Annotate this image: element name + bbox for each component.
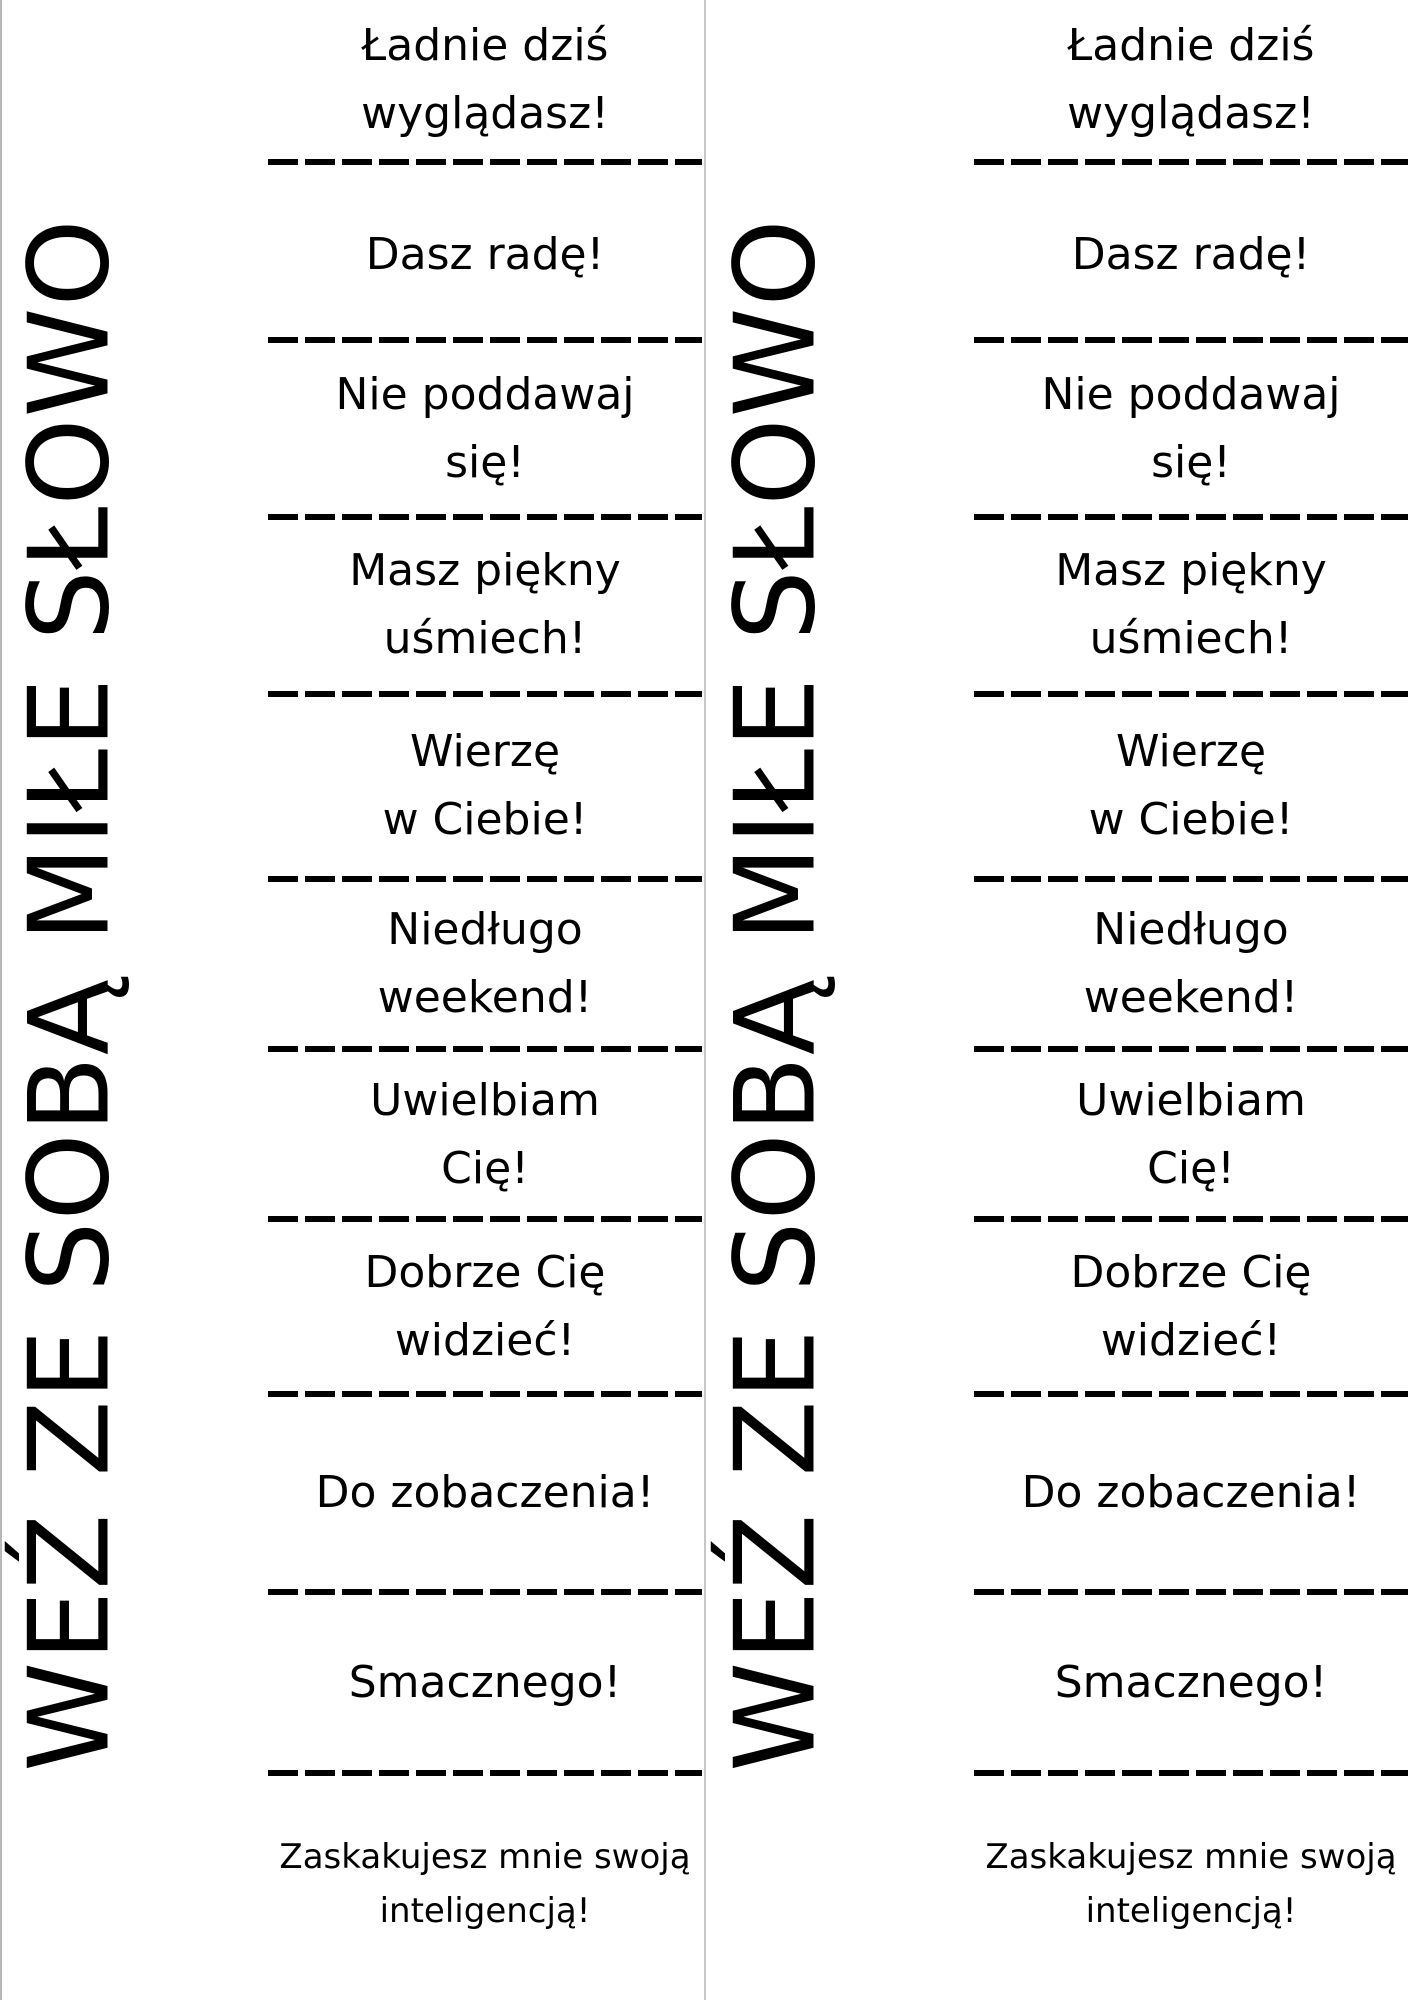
note-text: Smacznego! (348, 1656, 622, 1708)
note-card (974, 1596, 1408, 1769)
note-card (974, 1053, 1408, 1216)
note-card (268, 172, 702, 337)
bookmark-title: WEŹ ZE SOBĄ MIŁE SŁOWO (711, 218, 841, 1772)
note-text: Dobrze Cię widzieć! (1070, 1246, 1312, 1366)
cut-line (974, 1046, 1408, 1052)
note-text: Dobrze Cię widzieć! (364, 1246, 606, 1366)
cut-line (974, 337, 1408, 343)
note-text: Nie poddawaj się! (335, 369, 635, 488)
note-card (974, 1778, 1408, 1990)
note-text: Do zobaczenia! (1021, 1467, 1361, 1518)
note-card (268, 1398, 702, 1588)
note-text: Wierzę w Ciebie! (1088, 726, 1294, 845)
note-text: Nie poddawaj się! (1041, 369, 1341, 488)
note-card (268, 1053, 702, 1216)
cut-line (974, 514, 1408, 520)
bookmark-title: WEŹ ZE SOBĄ MIŁE SŁOWO (5, 218, 135, 1772)
cut-line (268, 337, 702, 343)
note-card (268, 1596, 702, 1769)
note-text: Zaskakujesz mnie swoją inteligencją! (279, 1837, 691, 1931)
cut-line (974, 1391, 1408, 1397)
cut-line (268, 1046, 702, 1052)
note-card (974, 520, 1408, 690)
note-text: Zaskakujesz mnie swoją inteligencją! (985, 1837, 1397, 1931)
note-text: Masz piękny uśmiech! (349, 545, 621, 664)
note-text: Ładnie dziś wyglądasz! (361, 20, 609, 139)
note-card (974, 1223, 1408, 1390)
note-card (974, 0, 1408, 160)
note-list (268, 0, 702, 2000)
note-text: Uwielbiam Cię! (1076, 1074, 1306, 1194)
note-text: Masz piękny uśmiech! (1055, 545, 1327, 664)
note-text: Dasz radę! (365, 228, 605, 280)
note-card (268, 345, 702, 513)
note-text: Niedługo weekend! (377, 903, 593, 1023)
cut-line (974, 1770, 1408, 1776)
note-text: Dasz radę! (1071, 228, 1311, 280)
note-card (268, 520, 702, 690)
note-card (974, 1398, 1408, 1588)
note-card (268, 882, 702, 1045)
note-text: Ładnie dziś wyglądasz! (1067, 20, 1315, 139)
cut-line (974, 159, 1408, 165)
cut-line (268, 1589, 702, 1595)
cut-line (268, 691, 702, 697)
cut-line (974, 876, 1408, 882)
cut-line (268, 876, 702, 882)
bookmark-strip-right (706, 0, 1412, 2000)
note-card (268, 1778, 702, 1990)
cut-line (268, 1391, 702, 1397)
cut-line (974, 1216, 1408, 1222)
cut-line (974, 1589, 1408, 1595)
cut-line (268, 1770, 702, 1776)
note-text: Smacznego! (1054, 1656, 1328, 1708)
note-text: Niedługo weekend! (1083, 903, 1299, 1023)
note-card (974, 882, 1408, 1045)
note-list (974, 0, 1408, 2000)
cut-line (268, 514, 702, 520)
note-card (268, 697, 702, 875)
note-text: Uwielbiam Cię! (370, 1074, 600, 1194)
cut-line (974, 691, 1408, 697)
note-card (974, 697, 1408, 875)
bookmark-strip-left (0, 0, 706, 2000)
cut-line (268, 159, 702, 165)
note-card (268, 0, 702, 160)
note-card (268, 1223, 702, 1390)
note-card (974, 345, 1408, 513)
note-text: Wierzę w Ciebie! (382, 726, 588, 845)
cut-line (268, 1216, 702, 1222)
note-text: Do zobaczenia! (315, 1467, 655, 1518)
note-card (974, 172, 1408, 337)
